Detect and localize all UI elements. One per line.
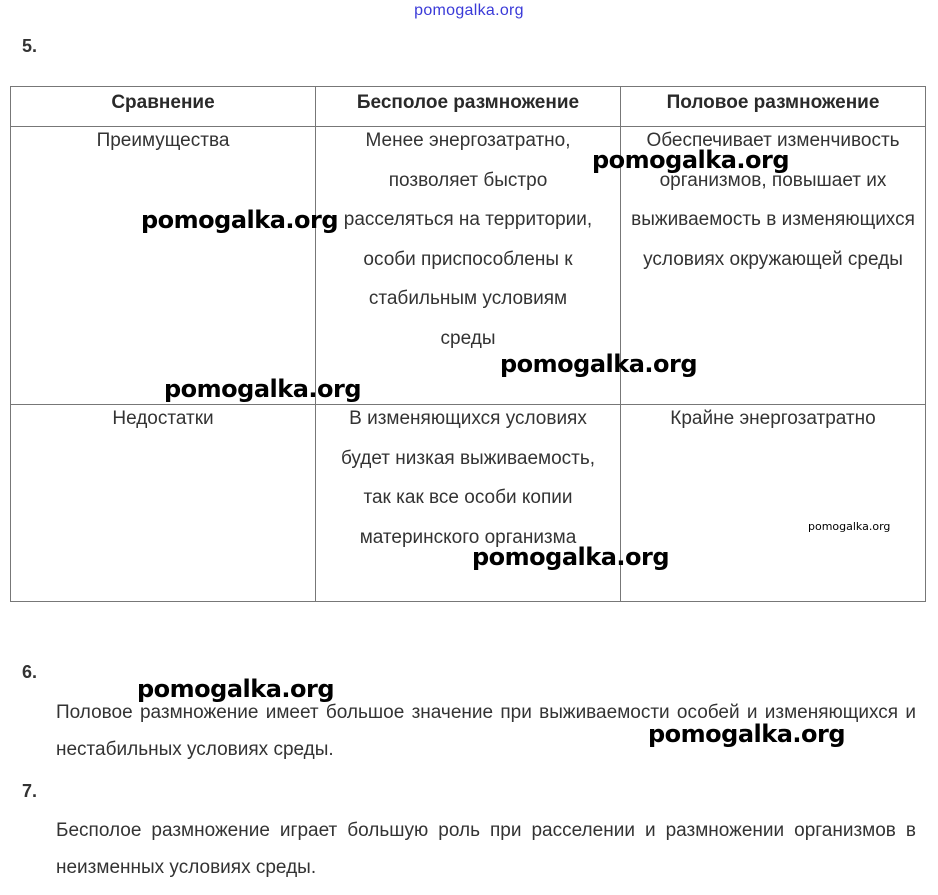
- site-link[interactable]: pomogalka.org: [414, 2, 524, 19]
- watermark: pomogalka.org: [500, 350, 698, 378]
- row-label-disadvantages: [11, 405, 316, 602]
- watermark: pomogalka.org: [648, 720, 846, 748]
- watermark: pomogalka.org: [592, 146, 790, 174]
- task-7-answer: Бесполое размножение играет большую роль при расселении и размножении организмов в неизменных условиях среды.: [56, 820, 916, 878]
- column-header-sexual: Половое размножение: [621, 87, 926, 127]
- table-row-disadvantages: [11, 405, 926, 602]
- task-6-number: 6.: [22, 662, 38, 682]
- task-6-answer: Половое размножение имеет большое значение при выживаемости особей и изменяющихся и нестабильных условиях среды.: [56, 702, 916, 760]
- watermark-small: pomogalka.org: [808, 520, 891, 533]
- cell-disadvantages-sexual: [621, 405, 926, 602]
- watermark: pomogalka.org: [137, 675, 335, 703]
- cell-text: Преимущества: [96, 130, 230, 151]
- cell-text: Менее энергозатратно, позволяет быстро расселяться на территории, особи приспособлены к стабильным условиям среды: [343, 130, 593, 349]
- task-7-number: 7.: [22, 781, 38, 801]
- column-header-asexual: Бесполое размножение: [316, 87, 621, 127]
- cell-text: Недостатки: [112, 408, 214, 429]
- cell-text: Крайне энергозатратно: [670, 408, 876, 429]
- cell-text: Обеспечивает изменчивость организмов, повышает их выживаемость в изменяющихся условиях окружающей среды: [631, 130, 915, 270]
- watermark: pomogalka.org: [472, 543, 670, 571]
- column-header-comparison: Сравнение: [11, 87, 316, 127]
- row-label-advantages: [11, 127, 316, 405]
- cell-disadvantages-asexual: [316, 405, 621, 602]
- watermark: pomogalka.org: [164, 375, 362, 403]
- task-5-number: 5.: [22, 36, 38, 56]
- watermark: pomogalka.org: [141, 206, 339, 234]
- cell-text: В изменяющихся условиях будет низкая выживаемость, так как все особи копии материнского организма: [340, 408, 596, 548]
